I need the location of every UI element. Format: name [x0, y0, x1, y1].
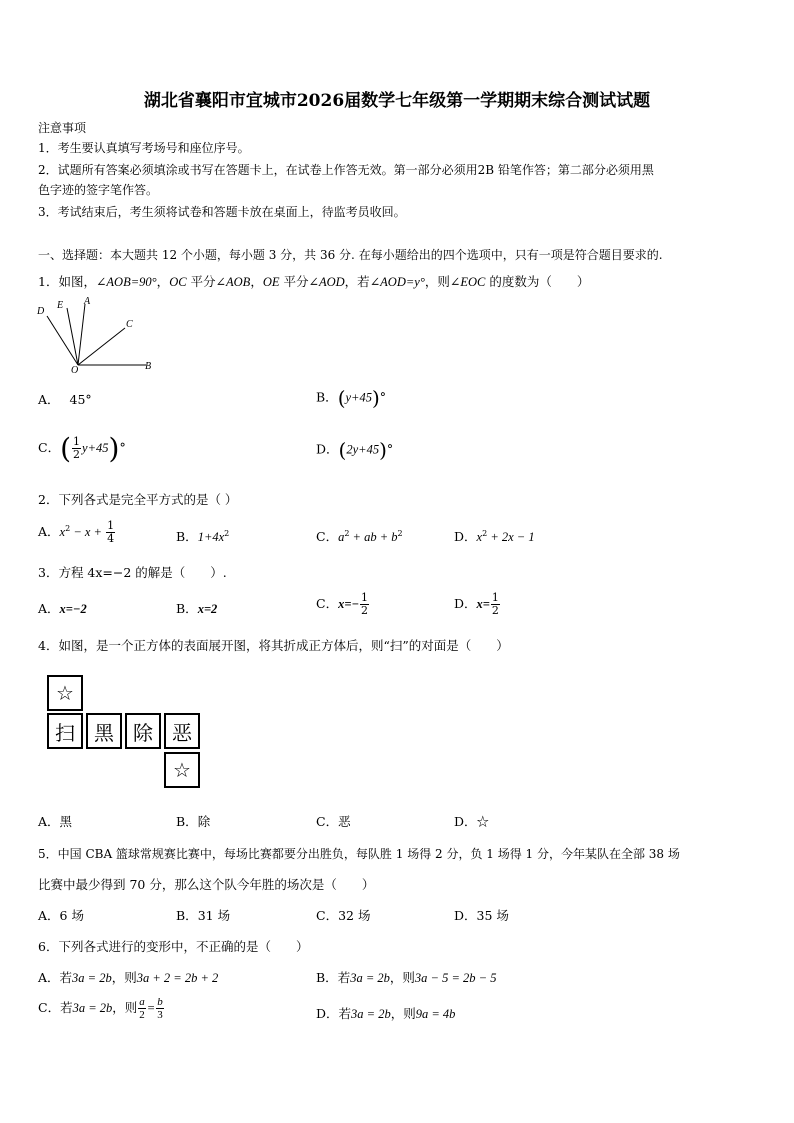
- net-cell-star-top: ☆: [47, 675, 83, 711]
- question-1-stem: 1．如图，∠AOB=90°，OC 平分∠AOB，OE 平分∠AOD，若∠AOD=y°，则∠EOC 的度数为（ ）: [38, 274, 590, 289]
- q2-option-b[interactable]: B．$1+4x^2$: [176, 528, 230, 544]
- question-5-stem-cont: 比赛中最少得到 70 分，那么这个队今年胜的场次是（ ）: [38, 877, 375, 892]
- q6-option-d[interactable]: D．若3a = 2b，则9a = 4b: [316, 1006, 456, 1021]
- q3-option-c[interactable]: C．x=− $\frac{1}{2}$: [316, 591, 369, 617]
- question-2-stem: 2．下列各式是完全平方式的是（ ）: [38, 492, 238, 507]
- section-heading: 一、选择题：本大题共 12 个小题，每小题 3 分，共 36 分. 在每小题给出的四个选项中，只有一项是符合题目要求的.: [38, 248, 663, 262]
- q1-option-a[interactable]: A． 45°: [38, 392, 92, 407]
- q4-option-a[interactable]: A．黑: [38, 814, 73, 829]
- q1-option-b[interactable]: B．(y+45)°: [316, 386, 387, 410]
- note-item: 3．考试结束后，考生须将试卷和答题卡放在桌面上，待监考员收回。: [38, 205, 406, 219]
- q5-option-b[interactable]: B．31 场: [176, 908, 231, 923]
- question-3-stem: 3．方程 4x=−2 的解是（ ）.: [38, 565, 227, 580]
- net-cell-hei: 黑: [86, 713, 122, 749]
- q2-option-d[interactable]: D．$x^2 + 2x - 1$: [454, 528, 535, 544]
- q5-option-a[interactable]: A．6 场: [38, 908, 84, 923]
- q2-option-a[interactable]: A．$x^2 - x$ + $\frac{1}{4}$: [38, 519, 115, 545]
- label-C: C: [126, 319, 133, 330]
- q6-option-c[interactable]: C．若3a = 2b，则 $\frac{a}{2}$ = $\frac{b}{3}$: [38, 996, 163, 1021]
- q1-option-c[interactable]: C．( $\frac{1}{2}$ y+45)°: [38, 432, 126, 465]
- q2-option-c[interactable]: C．$a^2$ + ab + $b^2$: [316, 528, 403, 544]
- q3-option-b[interactable]: B．x=2: [176, 601, 218, 616]
- label-B: B: [145, 361, 152, 372]
- q6-option-b[interactable]: B．若3a = 2b，则3a − 5 = 2b − 5: [316, 970, 497, 985]
- q4-option-d[interactable]: D．☆: [454, 814, 490, 829]
- page-title: 湖北省襄阳市宜城市2026届数学七年级第一学期期末综合测试试题: [143, 91, 651, 111]
- q4-option-c[interactable]: C．恶: [316, 814, 351, 829]
- question-5-stem: 5．中国 CBA 篮球常规赛比赛中，每场比赛都要分出胜负，每队胜 1 场得 2 分，负 1 场得 1 分，今年某队在全部 38 场: [38, 847, 680, 861]
- question-4-stem: 4．如图，是一个正方体的表面展开图，将其折成正方体后，则“扫”的对面是（ ）: [38, 638, 509, 653]
- note-item: 2．试题所有答案必须填涂或书写在答题卡上，在试卷上作答无效。第一部分必须用2B 铅笔作答；第二部分必须用黑: [38, 163, 654, 177]
- question-6-stem: 6．下列各式进行的变形中，不正确的是（ ）: [38, 939, 309, 954]
- note-item: 1．考生要认真填写考场号和座位序号。: [38, 141, 250, 155]
- net-cell-e: 恶: [164, 713, 200, 749]
- label-D: D: [37, 306, 45, 317]
- note-item: 色字迹的签字笔作答。: [38, 183, 159, 197]
- q5-option-d[interactable]: D．35 场: [454, 908, 509, 923]
- net-cell-chu: 除: [125, 713, 161, 749]
- q3-option-a[interactable]: A．x=−2: [38, 601, 87, 616]
- net-cell-sao: 扫: [47, 713, 83, 749]
- label-E: E: [57, 300, 64, 311]
- notes-heading: 注意事项: [38, 121, 87, 135]
- q1-option-d[interactable]: D．(2y+45)°: [316, 438, 394, 462]
- q5-option-c[interactable]: C．32 场: [316, 908, 371, 923]
- label-A: A: [84, 296, 91, 307]
- angle-figure: [34, 296, 164, 376]
- net-cell-star-bottom: ☆: [164, 752, 200, 788]
- q3-option-d[interactable]: D．x= $\frac{1}{2}$: [454, 591, 499, 617]
- label-O: O: [71, 365, 79, 376]
- q6-option-a[interactable]: A．若3a = 2b，则3a + 2 = 2b + 2: [38, 970, 219, 985]
- q4-option-b[interactable]: B．除: [176, 814, 211, 829]
